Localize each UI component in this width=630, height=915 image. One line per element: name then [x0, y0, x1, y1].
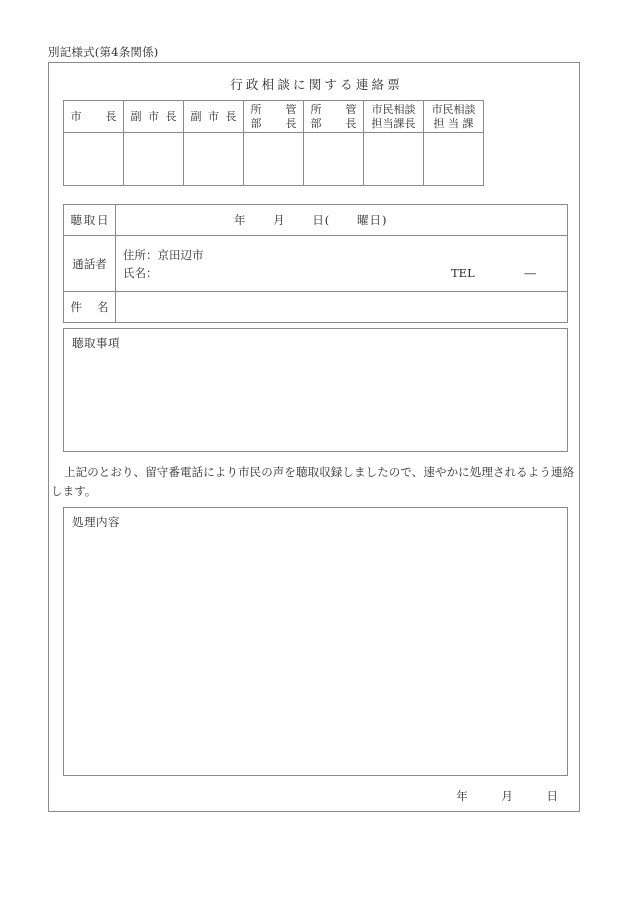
hearing-items-label: 聴取事項	[72, 336, 120, 350]
result-content-label: 処理内容	[72, 515, 120, 529]
footer-date-day: 日	[546, 789, 559, 803]
statement-paragraph: 上記のとおり、留守番電話により市民の声を聴取収録しましたので、速やかに処理されるよう連絡します。	[51, 465, 575, 498]
approval-header-line2: 部 長	[250, 116, 297, 130]
form-number-label: 別記様式(第4条関係)	[48, 45, 159, 59]
approval-stamp-row	[64, 133, 484, 186]
caller-label-cell	[64, 236, 116, 292]
hearing-items-box[interactable]	[63, 328, 568, 452]
call-info-table	[63, 204, 568, 323]
approval-header-cell-mayor	[64, 101, 124, 133]
approval-header-cell-department-head-2	[304, 101, 364, 133]
caller-name-line	[123, 264, 567, 282]
approval-header-line1: 副 市 長	[130, 109, 177, 123]
approval-stamp-cell[interactable]	[304, 133, 364, 186]
caller-tel-group	[451, 264, 536, 282]
approval-signature-table	[63, 100, 484, 186]
approval-header-line2: 部 長	[310, 116, 357, 130]
result-content-box[interactable]	[63, 507, 568, 776]
approval-header-line1: 副 市 長	[190, 109, 237, 123]
approval-header-line2: 担当課長	[371, 116, 416, 130]
caller-name-label: 氏名：	[123, 265, 158, 280]
hearing-date-value-cell[interactable]	[116, 205, 568, 236]
approval-stamp-cell[interactable]	[124, 133, 184, 186]
approval-header-line1: 所 管	[310, 102, 357, 116]
footer-date-year: 年	[456, 789, 469, 803]
approval-header-cell-vice-mayor-2	[184, 101, 244, 133]
approval-stamp-cell[interactable]	[244, 133, 304, 186]
subject-value-cell[interactable]	[116, 292, 568, 323]
form-outer-frame	[48, 62, 580, 812]
caller-tel-label: TEL	[451, 265, 475, 280]
subject-label-cell	[64, 292, 116, 323]
caller-label: 通話者	[72, 256, 107, 271]
approval-header-line1: 所 管	[250, 102, 297, 116]
subject-label: 件 名	[70, 300, 109, 314]
caller-tel-dash: ―	[524, 265, 536, 280]
approval-stamp-cell[interactable]	[64, 133, 124, 186]
hearing-date-weekday: 曜日)	[356, 213, 388, 227]
caller-address-line: 住所：京田辺市	[123, 247, 204, 262]
caller-row	[64, 236, 568, 292]
approval-header-line2: 担 当 課	[433, 116, 474, 130]
subject-row	[64, 292, 568, 323]
hearing-date-row	[64, 205, 568, 236]
hearing-date-day: 日(	[312, 213, 331, 227]
footer-date-month: 月	[501, 789, 514, 803]
approval-header-cell-consultation-section	[424, 101, 484, 133]
approval-stamp-cell[interactable]	[424, 133, 484, 186]
approval-header-cell-vice-mayor-1	[124, 101, 184, 133]
approval-stamp-cell[interactable]	[184, 133, 244, 186]
hearing-date-label: 聴取日	[70, 213, 109, 227]
approval-header-row	[64, 101, 484, 133]
approval-header-line1: 市民相談	[371, 102, 416, 116]
approval-header-cell-consultation-section-chief	[364, 101, 424, 133]
footer-date-line	[456, 788, 559, 804]
caller-value-cell[interactable]	[116, 236, 568, 292]
approval-header-cell-department-head-1	[244, 101, 304, 133]
approval-stamp-cell[interactable]	[364, 133, 424, 186]
approval-header-line1: 市 長	[70, 109, 117, 123]
hearing-date-year: 年	[234, 213, 247, 227]
page-title: 行政相談に関する連絡票	[230, 77, 403, 92]
hearing-date-line	[116, 212, 567, 228]
hearing-date-month: 月	[273, 213, 286, 227]
approval-header-line1: 市民相談	[431, 102, 476, 116]
hearing-date-label-cell	[64, 205, 116, 236]
